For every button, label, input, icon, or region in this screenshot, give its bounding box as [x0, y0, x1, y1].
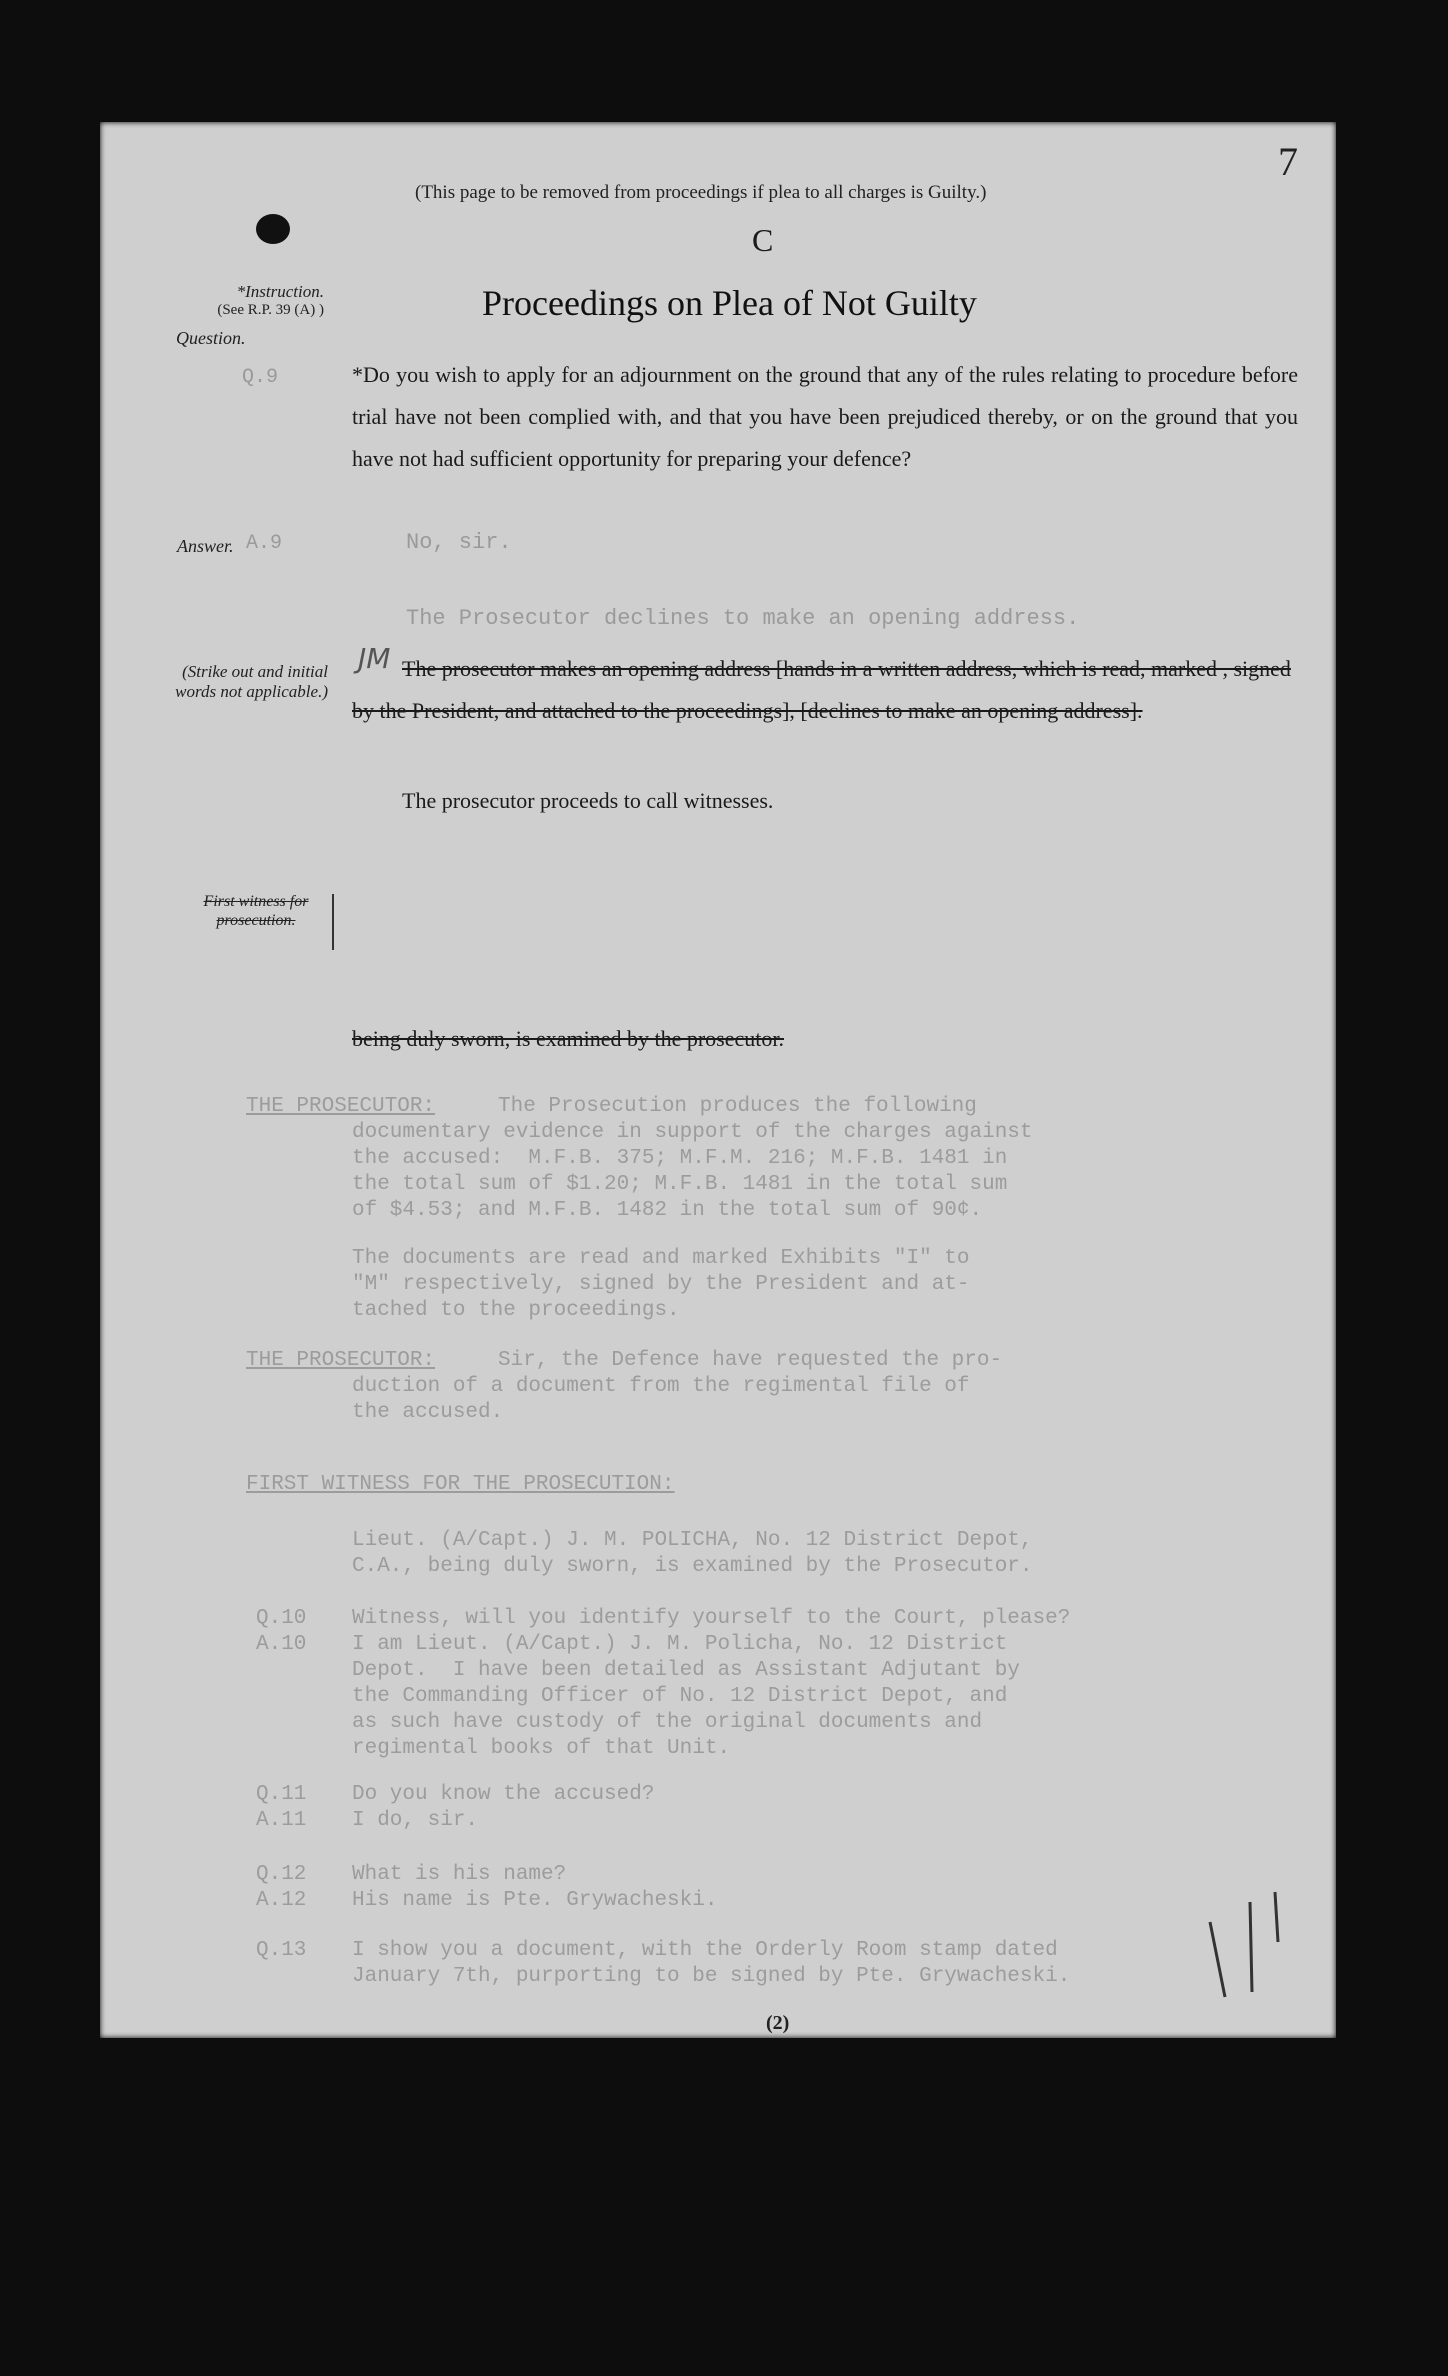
documents-text: The documents are read and marked Exhibits "I" to "M" respectively, signed by the President and at- tached to the proceedings.	[352, 1247, 970, 1322]
page-number: 7	[1278, 139, 1298, 184]
answer-text: No, sir.	[406, 530, 512, 555]
section-letter: C	[752, 222, 774, 258]
header-note: (This page to be removed from proceedings if plea to all charges is Guilty.)	[415, 182, 987, 203]
qa-label-10: Q.10 A.10	[256, 1607, 307, 1656]
q9-label: Q.9	[242, 366, 279, 389]
prosecutor-label-2: THE PROSECUTOR:	[246, 1349, 436, 1372]
margin-instruction	[174, 282, 324, 320]
punch-hole	[256, 214, 290, 244]
struck-sworn-line: being duly sworn, is examined by the prosecutor.	[352, 1026, 784, 1051]
question-text: *Do you wish to apply for an adjournment on the ground that any of the rules relating to procedure before trial have not been complied with, and that you have been prejudiced thereby, or on the ground that you have not had sufficient opportunity for preparing your defence?	[352, 362, 1298, 471]
margin-question-label: Question.	[176, 328, 246, 348]
prosecutor-text-1: The Prosecution produces the following documentary evidence in support of the charges against the accused: M.F.B. 375; M.F.M. 216; M.F.B. 1481 in the total sum of $1.20; M.F.B. 1481 in the total sum of $4.53; and M.F.B. 1482 in the total sum of 90¢.	[352, 1095, 1033, 1222]
qa-label-12: Q.12 A.12	[256, 1863, 307, 1912]
margin-first-witness: First witness for prosecution.	[203, 893, 309, 929]
page-footer-number: (2)	[766, 2012, 790, 2034]
qa-text-11: Do you know the accused? I do, sir.	[352, 1783, 655, 1832]
qa-text-12: What is his name? His name is Pte. Grywacheski.	[352, 1863, 718, 1912]
a9-label: A.9	[246, 532, 283, 555]
margin-instruction-ref: (See R.P. 39 (A) )	[217, 302, 324, 318]
margin-instruction-label: *Instruction.	[236, 282, 324, 301]
struck-opening-address: The prosecutor makes an opening address [hands in a written address, which is read, marked , signed by the President, and attached to the proceedings], [declines to make an opening address].	[352, 656, 1291, 723]
first-witness-heading: FIRST WITNESS FOR THE PROSECUTION:	[246, 1473, 675, 1496]
call-witnesses-text: The prosecutor proceeds to call witnesses.	[402, 788, 774, 813]
handwritten-initials: JM	[358, 642, 391, 675]
qa-label-11: Q.11 A.11	[256, 1783, 307, 1832]
qa-label-13: Q.13	[256, 1939, 307, 1962]
qa-text-13: I show you a document, with the Orderly Room stamp dated January 7th, purporting to be signed by Pte. Grywacheski.	[352, 1939, 1071, 1988]
document-page	[100, 122, 1336, 2038]
prosecutor-text-2: Sir, the Defence have requested the pro- duction of a document from the regimental file of the accused.	[352, 1349, 1003, 1424]
typed-decline-statement: The Prosecutor declines to make an opening address.	[406, 606, 1080, 631]
bracket-mark	[326, 894, 334, 950]
handwritten-mark	[1190, 1882, 1290, 2012]
witness-intro: Lieut. (A/Capt.) J. M. POLICHA, No. 12 District Depot, C.A., being duly sworn, is examined by the Prosecutor.	[352, 1529, 1033, 1578]
qa-text-10: Witness, will you identify yourself to the Court, please? I am Lieut. (A/Capt.) J. M. Policha, No. 12 District Depot. I have been detailed as Assistant Adjutant by the Commanding Officer of No. 12 District Depot, and as such have custody of the original documents and regimental books of that Unit.	[352, 1607, 1071, 1760]
prosecutor-label-1: THE PROSECUTOR:	[246, 1095, 436, 1118]
page-title: Proceedings on Plea of Not Guilty	[482, 283, 977, 323]
margin-strike-out-note: (Strike out and initial words not applicable.)	[175, 662, 328, 701]
margin-answer-label: Answer.	[177, 536, 234, 556]
